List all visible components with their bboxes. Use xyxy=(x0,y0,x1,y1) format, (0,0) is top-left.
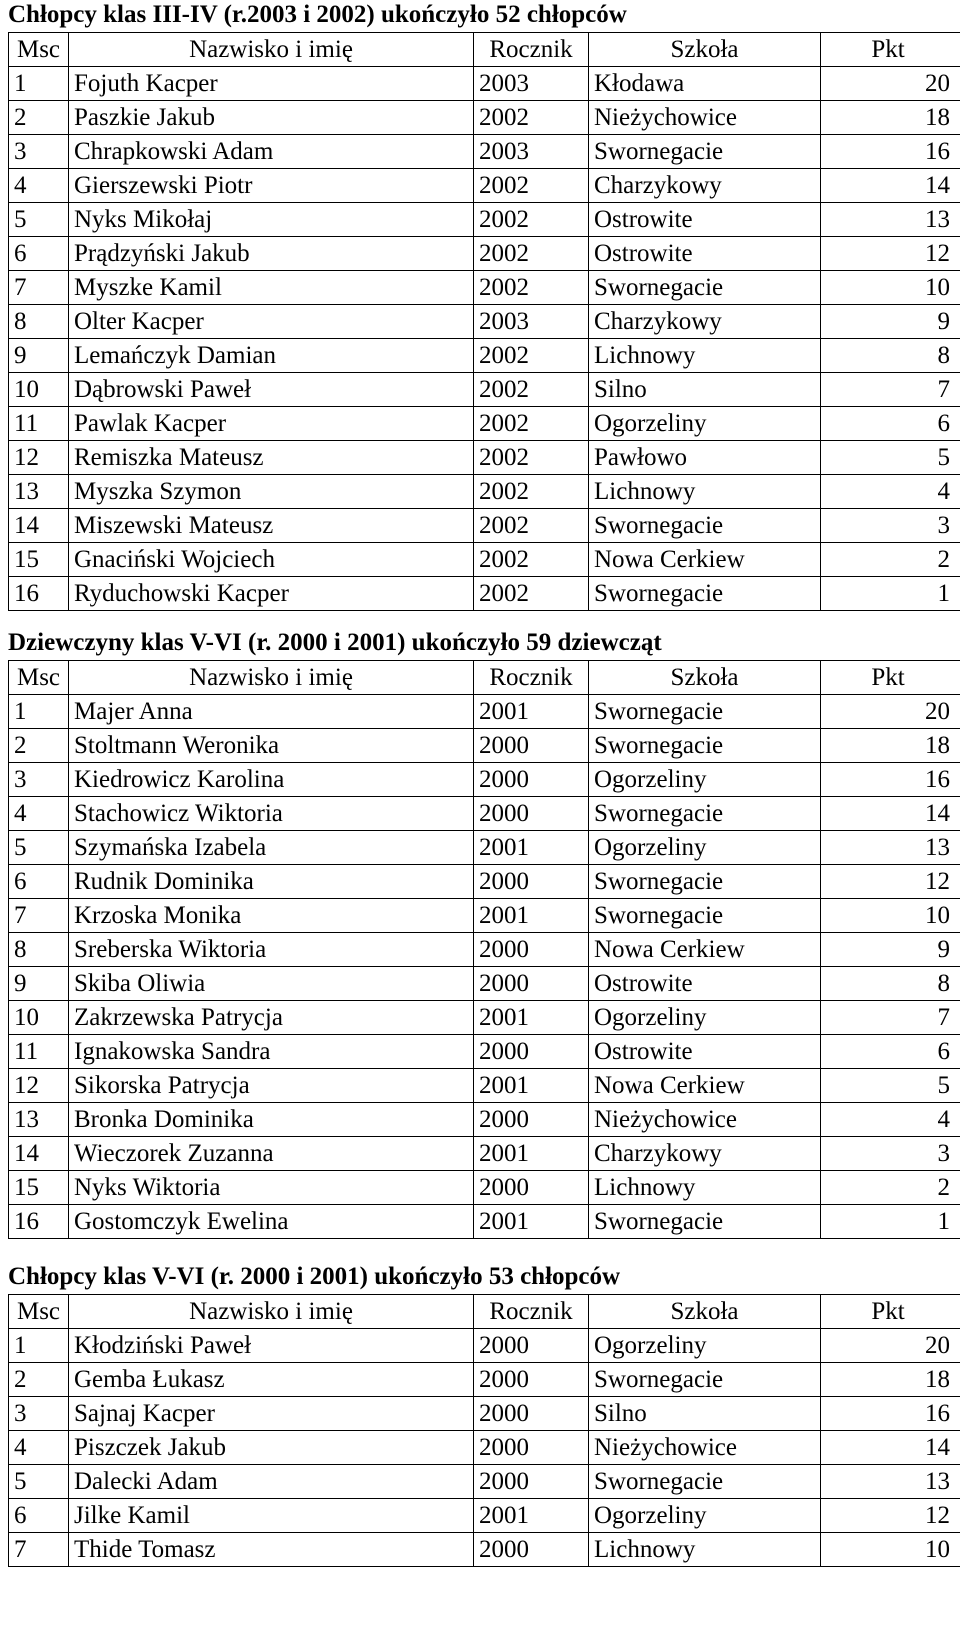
points-cell: 20 xyxy=(821,1329,960,1363)
name-cell: Paszkie Jakub xyxy=(69,101,474,135)
place-cell: 11 xyxy=(9,407,69,441)
points-cell: 13 xyxy=(821,203,960,237)
year-cell: 2002 xyxy=(474,407,589,441)
name-cell: Gierszewski Piotr xyxy=(69,169,474,203)
school-cell: Swornegacie xyxy=(589,729,821,763)
name-cell: Gnaciński Wojciech xyxy=(69,543,474,577)
results-table xyxy=(8,32,960,611)
header-school: Szkoła xyxy=(589,1295,821,1329)
place-cell: 1 xyxy=(9,67,69,101)
points-cell: 9 xyxy=(821,305,960,339)
table-row xyxy=(9,1397,960,1431)
name-cell: Dalecki Adam xyxy=(69,1465,474,1499)
school-cell: Ogorzeliny xyxy=(589,1329,821,1363)
header-year: Rocznik xyxy=(474,33,589,67)
name-cell: Dąbrowski Paweł xyxy=(69,373,474,407)
place-cell: 8 xyxy=(9,933,69,967)
year-cell: 2001 xyxy=(474,1001,589,1035)
school-cell: Ogorzeliny xyxy=(589,763,821,797)
table-row xyxy=(9,1103,960,1137)
school-cell: Swornegacie xyxy=(589,509,821,543)
table-row xyxy=(9,577,960,611)
table-row xyxy=(9,339,960,373)
table-row xyxy=(9,407,960,441)
points-cell: 12 xyxy=(821,865,960,899)
year-cell: 2003 xyxy=(474,135,589,169)
name-cell: Stachowicz Wiktoria xyxy=(69,797,474,831)
year-cell: 2001 xyxy=(474,1137,589,1171)
school-cell: Nowa Cerkiew xyxy=(589,543,821,577)
place-cell: 4 xyxy=(9,169,69,203)
place-cell: 9 xyxy=(9,967,69,1001)
school-cell: Swornegacie xyxy=(589,695,821,729)
school-cell: Lichnowy xyxy=(589,475,821,509)
school-cell: Swornegacie xyxy=(589,135,821,169)
name-cell: Zakrzewska Patrycja xyxy=(69,1001,474,1035)
year-cell: 2002 xyxy=(474,101,589,135)
place-cell: 12 xyxy=(9,1069,69,1103)
header-name: Nazwisko i imię xyxy=(69,661,474,695)
school-cell: Ostrowite xyxy=(589,203,821,237)
year-cell: 2000 xyxy=(474,797,589,831)
school-cell: Kłodawa xyxy=(589,67,821,101)
table-row xyxy=(9,543,960,577)
school-cell: Ogorzeliny xyxy=(589,1001,821,1035)
place-cell: 7 xyxy=(9,1533,69,1567)
year-cell: 2000 xyxy=(474,729,589,763)
place-cell: 15 xyxy=(9,543,69,577)
table-row xyxy=(9,695,960,729)
school-cell: Charzykowy xyxy=(589,305,821,339)
year-cell: 2000 xyxy=(474,1103,589,1137)
name-cell: Miszewski Mateusz xyxy=(69,509,474,543)
table-row xyxy=(9,1329,960,1363)
points-cell: 6 xyxy=(821,1035,960,1069)
table-row xyxy=(9,441,960,475)
table-row xyxy=(9,1137,960,1171)
name-cell: Kiedrowicz Karolina xyxy=(69,763,474,797)
table-row xyxy=(9,1171,960,1205)
name-cell: Wieczorek Zuzanna xyxy=(69,1137,474,1171)
points-cell: 5 xyxy=(821,441,960,475)
table-row xyxy=(9,1431,960,1465)
place-cell: 6 xyxy=(9,237,69,271)
name-cell: Skiba Oliwia xyxy=(69,967,474,1001)
table-row xyxy=(9,1465,960,1499)
points-cell: 4 xyxy=(821,1103,960,1137)
year-cell: 2002 xyxy=(474,169,589,203)
year-cell: 2000 xyxy=(474,1035,589,1069)
points-cell: 2 xyxy=(821,543,960,577)
year-cell: 2001 xyxy=(474,695,589,729)
table-row xyxy=(9,305,960,339)
year-cell: 2000 xyxy=(474,1465,589,1499)
place-cell: 2 xyxy=(9,729,69,763)
year-cell: 2003 xyxy=(474,67,589,101)
header-school: Szkoła xyxy=(589,33,821,67)
year-cell: 2001 xyxy=(474,899,589,933)
points-cell: 6 xyxy=(821,407,960,441)
points-cell: 12 xyxy=(821,1499,960,1533)
table-row xyxy=(9,729,960,763)
points-cell: 14 xyxy=(821,169,960,203)
header-year: Rocznik xyxy=(474,1295,589,1329)
header-msc: Msc xyxy=(9,661,69,695)
year-cell: 2000 xyxy=(474,933,589,967)
school-cell: Ogorzeliny xyxy=(589,831,821,865)
name-cell: Lemańczyk Damian xyxy=(69,339,474,373)
place-cell: 7 xyxy=(9,899,69,933)
table-row xyxy=(9,1001,960,1035)
table-row xyxy=(9,373,960,407)
name-cell: Prądzyński Jakub xyxy=(69,237,474,271)
points-cell: 20 xyxy=(821,695,960,729)
results-section-boys-3-4 xyxy=(8,0,960,611)
place-cell: 10 xyxy=(9,373,69,407)
points-cell: 5 xyxy=(821,1069,960,1103)
points-cell: 10 xyxy=(821,899,960,933)
points-cell: 7 xyxy=(821,1001,960,1035)
place-cell: 15 xyxy=(9,1171,69,1205)
name-cell: Sikorska Patrycja xyxy=(69,1069,474,1103)
section-title: Chłopcy klas III-IV (r.2003 i 2002) ukończyło 52 chłopców xyxy=(8,1,627,28)
year-cell: 2002 xyxy=(474,373,589,407)
points-cell: 18 xyxy=(821,729,960,763)
name-cell: Rudnik Dominika xyxy=(69,865,474,899)
name-cell: Thide Tomasz xyxy=(69,1533,474,1567)
table-row xyxy=(9,237,960,271)
results-section-girls-5-6 xyxy=(8,628,960,1239)
place-cell: 16 xyxy=(9,577,69,611)
year-cell: 2001 xyxy=(474,1205,589,1239)
year-cell: 2000 xyxy=(474,1533,589,1567)
school-cell: Lichnowy xyxy=(589,1171,821,1205)
name-cell: Chrapkowski Adam xyxy=(69,135,474,169)
school-cell: Lichnowy xyxy=(589,339,821,373)
name-cell: Olter Kacper xyxy=(69,305,474,339)
school-cell: Pawłowo xyxy=(589,441,821,475)
school-cell: Nowa Cerkiew xyxy=(589,933,821,967)
points-cell: 16 xyxy=(821,1397,960,1431)
place-cell: 14 xyxy=(9,1137,69,1171)
table-row xyxy=(9,67,960,101)
year-cell: 2000 xyxy=(474,1397,589,1431)
points-cell: 14 xyxy=(821,797,960,831)
section-title: Chłopcy klas V-VI (r. 2000 i 2001) ukończyło 53 chłopców xyxy=(8,1263,621,1290)
place-cell: 13 xyxy=(9,475,69,509)
points-cell: 12 xyxy=(821,237,960,271)
school-cell: Swornegacie xyxy=(589,271,821,305)
header-msc: Msc xyxy=(9,1295,69,1329)
points-cell: 1 xyxy=(821,577,960,611)
table-row xyxy=(9,1363,960,1397)
points-cell: 8 xyxy=(821,339,960,373)
place-cell: 5 xyxy=(9,1465,69,1499)
table-row xyxy=(9,831,960,865)
place-cell: 6 xyxy=(9,865,69,899)
points-cell: 13 xyxy=(821,1465,960,1499)
section-title: Dziewczyny klas V-VI (r. 2000 i 2001) ukończyło 59 dziewcząt xyxy=(8,629,662,656)
school-cell: Ogorzeliny xyxy=(589,407,821,441)
points-cell: 14 xyxy=(821,1431,960,1465)
place-cell: 3 xyxy=(9,135,69,169)
name-cell: Stoltmann Weronika xyxy=(69,729,474,763)
points-cell: 16 xyxy=(821,763,960,797)
table-row xyxy=(9,509,960,543)
year-cell: 2002 xyxy=(474,475,589,509)
points-cell: 18 xyxy=(821,101,960,135)
name-cell: Nyks Mikołaj xyxy=(69,203,474,237)
table-row xyxy=(9,899,960,933)
year-cell: 2002 xyxy=(474,509,589,543)
table-row xyxy=(9,101,960,135)
year-cell: 2003 xyxy=(474,305,589,339)
school-cell: Swornegacie xyxy=(589,865,821,899)
year-cell: 2000 xyxy=(474,1329,589,1363)
points-cell: 18 xyxy=(821,1363,960,1397)
year-cell: 2001 xyxy=(474,1069,589,1103)
table-row xyxy=(9,865,960,899)
school-cell: Silno xyxy=(589,1397,821,1431)
year-cell: 2001 xyxy=(474,1499,589,1533)
header-name: Nazwisko i imię xyxy=(69,33,474,67)
table-row xyxy=(9,967,960,1001)
points-cell: 4 xyxy=(821,475,960,509)
place-cell: 12 xyxy=(9,441,69,475)
table-row xyxy=(9,1499,960,1533)
place-cell: 5 xyxy=(9,203,69,237)
year-cell: 2002 xyxy=(474,339,589,373)
table-row xyxy=(9,797,960,831)
school-cell: Silno xyxy=(589,373,821,407)
place-cell: 4 xyxy=(9,797,69,831)
points-cell: 1 xyxy=(821,1205,960,1239)
header-school: Szkoła xyxy=(589,661,821,695)
school-cell: Swornegacie xyxy=(589,1465,821,1499)
place-cell: 9 xyxy=(9,339,69,373)
place-cell: 1 xyxy=(9,695,69,729)
table-row xyxy=(9,271,960,305)
school-cell: Ostrowite xyxy=(589,1035,821,1069)
name-cell: Krzoska Monika xyxy=(69,899,474,933)
year-cell: 2002 xyxy=(474,271,589,305)
points-cell: 10 xyxy=(821,1533,960,1567)
points-cell: 3 xyxy=(821,509,960,543)
year-cell: 2000 xyxy=(474,1363,589,1397)
year-cell: 2002 xyxy=(474,577,589,611)
name-cell: Majer Anna xyxy=(69,695,474,729)
year-cell: 2002 xyxy=(474,543,589,577)
place-cell: 4 xyxy=(9,1431,69,1465)
table-header-row xyxy=(9,1295,960,1329)
place-cell: 11 xyxy=(9,1035,69,1069)
year-cell: 2000 xyxy=(474,1171,589,1205)
name-cell: Sreberska Wiktoria xyxy=(69,933,474,967)
school-cell: Ostrowite xyxy=(589,237,821,271)
place-cell: 1 xyxy=(9,1329,69,1363)
school-cell: Charzykowy xyxy=(589,169,821,203)
points-cell: 16 xyxy=(821,135,960,169)
table-header-row xyxy=(9,661,960,695)
name-cell: Remiszka Mateusz xyxy=(69,441,474,475)
place-cell: 2 xyxy=(9,101,69,135)
points-cell: 3 xyxy=(821,1137,960,1171)
name-cell: Gostomczyk Ewelina xyxy=(69,1205,474,1239)
year-cell: 2000 xyxy=(474,1431,589,1465)
school-cell: Swornegacie xyxy=(589,797,821,831)
points-cell: 20 xyxy=(821,67,960,101)
place-cell: 7 xyxy=(9,271,69,305)
school-cell: Nowa Cerkiew xyxy=(589,1069,821,1103)
header-year: Rocznik xyxy=(474,661,589,695)
school-cell: Ogorzeliny xyxy=(589,1499,821,1533)
table-row xyxy=(9,203,960,237)
name-cell: Szymańska Izabela xyxy=(69,831,474,865)
place-cell: 2 xyxy=(9,1363,69,1397)
table-header-row xyxy=(9,33,960,67)
points-cell: 9 xyxy=(821,933,960,967)
table-row xyxy=(9,1205,960,1239)
results-table xyxy=(8,1294,960,1567)
name-cell: Fojuth Kacper xyxy=(69,67,474,101)
points-cell: 10 xyxy=(821,271,960,305)
header-msc: Msc xyxy=(9,33,69,67)
name-cell: Myszka Szymon xyxy=(69,475,474,509)
points-cell: 2 xyxy=(821,1171,960,1205)
name-cell: Gemba Łukasz xyxy=(69,1363,474,1397)
school-cell: Nieżychowice xyxy=(589,1103,821,1137)
year-cell: 2001 xyxy=(474,831,589,865)
place-cell: 16 xyxy=(9,1205,69,1239)
school-cell: Nieżychowice xyxy=(589,1431,821,1465)
place-cell: 14 xyxy=(9,509,69,543)
name-cell: Ignakowska Sandra xyxy=(69,1035,474,1069)
year-cell: 2000 xyxy=(474,967,589,1001)
header-pkt: Pkt xyxy=(821,33,960,67)
year-cell: 2002 xyxy=(474,203,589,237)
place-cell: 6 xyxy=(9,1499,69,1533)
name-cell: Nyks Wiktoria xyxy=(69,1171,474,1205)
year-cell: 2000 xyxy=(474,865,589,899)
points-cell: 8 xyxy=(821,967,960,1001)
school-cell: Nieżychowice xyxy=(589,101,821,135)
name-cell: Myszke Kamil xyxy=(69,271,474,305)
name-cell: Kłodziński Paweł xyxy=(69,1329,474,1363)
results-section-boys-5-6 xyxy=(8,1262,960,1567)
year-cell: 2000 xyxy=(474,763,589,797)
table-row xyxy=(9,169,960,203)
points-cell: 7 xyxy=(821,373,960,407)
school-cell: Charzykowy xyxy=(589,1137,821,1171)
table-row xyxy=(9,1533,960,1567)
year-cell: 2002 xyxy=(474,237,589,271)
header-pkt: Pkt xyxy=(821,1295,960,1329)
name-cell: Sajnaj Kacper xyxy=(69,1397,474,1431)
place-cell: 10 xyxy=(9,1001,69,1035)
header-pkt: Pkt xyxy=(821,661,960,695)
name-cell: Bronka Dominika xyxy=(69,1103,474,1137)
place-cell: 5 xyxy=(9,831,69,865)
table-row xyxy=(9,1035,960,1069)
school-cell: Ostrowite xyxy=(589,967,821,1001)
points-cell: 13 xyxy=(821,831,960,865)
place-cell: 13 xyxy=(9,1103,69,1137)
header-name: Nazwisko i imię xyxy=(69,1295,474,1329)
table-row xyxy=(9,1069,960,1103)
place-cell: 3 xyxy=(9,763,69,797)
place-cell: 3 xyxy=(9,1397,69,1431)
school-cell: Lichnowy xyxy=(589,1533,821,1567)
school-cell: Swornegacie xyxy=(589,1363,821,1397)
results-table xyxy=(8,660,960,1239)
name-cell: Ryduchowski Kacper xyxy=(69,577,474,611)
name-cell: Pawlak Kacper xyxy=(69,407,474,441)
school-cell: Swornegacie xyxy=(589,577,821,611)
table-row xyxy=(9,475,960,509)
table-row xyxy=(9,763,960,797)
name-cell: Piszczek Jakub xyxy=(69,1431,474,1465)
year-cell: 2002 xyxy=(474,441,589,475)
school-cell: Swornegacie xyxy=(589,899,821,933)
table-row xyxy=(9,933,960,967)
school-cell: Swornegacie xyxy=(589,1205,821,1239)
place-cell: 8 xyxy=(9,305,69,339)
name-cell: Jilke Kamil xyxy=(69,1499,474,1533)
table-row xyxy=(9,135,960,169)
